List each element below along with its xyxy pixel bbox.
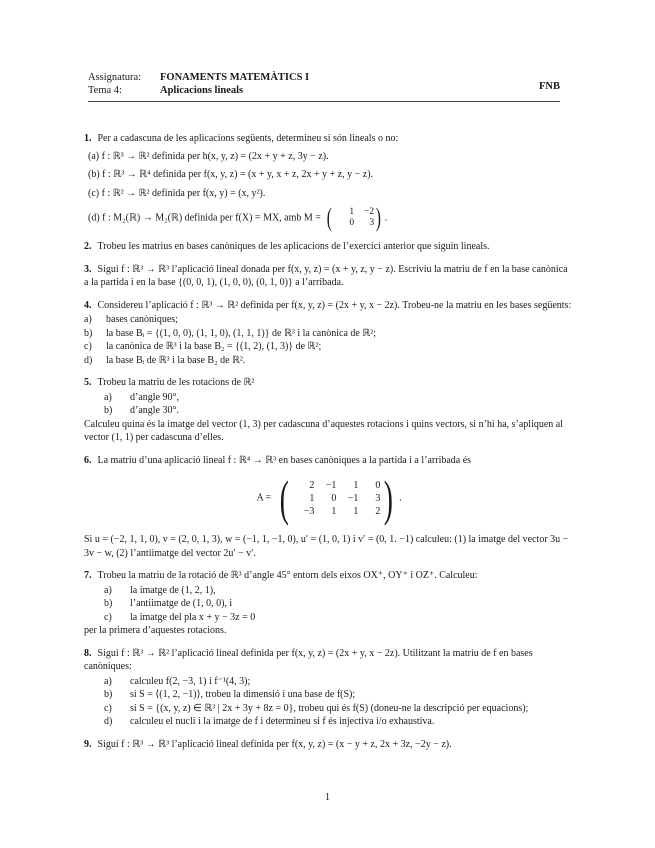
- matrix-cell: −1: [325, 479, 337, 491]
- matrix-a-row: [84, 470, 574, 526]
- exercise-list: [84, 132, 574, 760]
- item-d-end: .: [384, 212, 388, 224]
- list-item: c) la imatge del pla x + y − 3z = 0: [104, 611, 256, 623]
- matrix-cell: 3: [369, 218, 375, 228]
- exercise-text: Sigui f : ℝ³ → ℝ³ l’aplicació lineal definida per f(x, y, z) = (x − y + z, 2x + 3z, −2y − z).: [97, 738, 452, 750]
- page-number: 1: [325, 792, 330, 803]
- list-item: b) l’antiimatge de (1, 0, 0), i: [104, 598, 233, 609]
- exercise-followup: Si u = (−2, 1, 1, 0), v = (2, 0, 1, 3), w = (−1, 1, −1, 0), u′ = (1, 0, 1) i v′ = (0, 1. −1) calculeu: (1) la imatge del vector 3u − 3v − w, (2) l’antiimatge del vector 2u′ − v′.: [84, 534, 569, 559]
- matrix-cell: −1: [347, 492, 359, 504]
- list-item: a) calculeu f(2, −3, 1) i f⁻¹(4, 3);: [104, 675, 251, 687]
- exercise-number: 9.: [84, 738, 92, 750]
- exercise-followup: Calculeu quina és la imatge del vector (1, 3) per cadascuna d’aquestes rotacions i quins vectors, si n’hi ha, s’apliquen al vector (1, 1) per cadascuna d’elles.: [84, 418, 564, 443]
- matrix-cell: 1: [309, 492, 315, 504]
- exercise-text: Sigui f : ℝ³ → ℝ³ l’aplicació lineal donada per f(x, y, z) = (x + y, z, y − z). Escriviu la matriu de f en la base canònica a la partida i en la base {(0, 0, 1), (1, 0, 0), (0, 1, 0)} a l’arribada.: [84, 263, 568, 288]
- exercise-number: 5.: [84, 377, 92, 388]
- item-d-text: (d) f : M₂(ℝ) → M₂(ℝ) definida per f(X) = MX, amb M =: [88, 212, 321, 224]
- list-item: b) la base Bᵢ = {(1, 0, 0), (1, 1, 0), (1, 1, 1)} de ℝ³ i la canònica de ℝ²;: [84, 327, 377, 339]
- topic-name: Aplicacions lineals: [160, 85, 244, 96]
- list-item: b) si S = ⟨(1, 2, −1)⟩, trobeu la dimensió i una base de f(S);: [104, 689, 356, 700]
- exercise-text: Trobeu les matrius en bases canòniques de les aplicacions de l’exercici anterior que siguin lineals.: [97, 241, 490, 252]
- matrix-cell: 2: [309, 479, 315, 491]
- exercise-text: La matriu d’una aplicació lineal f : ℝ⁴ → ℝ³ en bases canòniques a la partida i a l’arribada és: [97, 454, 472, 466]
- matrix-cell: 1: [353, 479, 359, 491]
- matrix-cell: 3: [375, 492, 381, 504]
- exercise-7: [84, 569, 574, 638]
- matrix-cell: 1: [331, 505, 337, 517]
- exercise-2: [84, 240, 574, 254]
- list-item: d) calculeu el nucli i la imatge de f i determineu si f és injectiva i/o exhaustiva.: [104, 716, 435, 727]
- exercise-8: [84, 647, 574, 729]
- exercise-3: [84, 263, 574, 290]
- exercise-text: Trobeu la matriu de les rotacions de ℝ²: [97, 377, 255, 388]
- exercise-6: [84, 454, 574, 561]
- matrix-cell: 1: [353, 505, 359, 517]
- exercise-text: Per a cadascuna de les aplicacions següents, determineu si són lineals o no:: [97, 133, 399, 144]
- exercise-number: 4.: [84, 299, 92, 311]
- matrix-cell: −2: [364, 207, 375, 217]
- exercise-5: [84, 376, 574, 445]
- exercise-text: Sigui f : ℝ³ → ℝ² l’aplicació lineal definida per f(x, y, z) = (2x + y, x − 2z). Utilitzant la matriu de f en bases canòniques:: [84, 647, 533, 672]
- list-item: b) d’angle 30°.: [104, 405, 179, 416]
- list-item: c) la canònica de ℝ³ i la base B₂ = {(1, 2), (1, 3)} de ℝ²;: [84, 341, 322, 352]
- item-b: (b) f : ℝ³ → ℝ⁴ definida per f(x, y, z) = (x + y, x + z, 2x + y + z, y − z).: [88, 169, 374, 180]
- subject-label: Assignatura:: [88, 72, 142, 83]
- list-item: a) d’angle 90°,: [104, 391, 179, 403]
- exercise-number: 7.: [84, 570, 92, 581]
- header-rule: [88, 101, 560, 102]
- matrix-a-end: .: [399, 492, 402, 504]
- matrix-m: ( 1 −2 0 3 ): [327, 203, 382, 232]
- list-item: a) la imatge de (1, 2, 1),: [104, 584, 216, 596]
- exercise-number: 2.: [84, 241, 92, 252]
- item-d: [88, 205, 574, 231]
- exercise-number: 8.: [84, 647, 92, 659]
- exercise-9: [84, 738, 574, 752]
- topic-label: Tema 4:: [88, 85, 122, 96]
- matrix-cell: −3: [303, 505, 315, 517]
- list-item: a) bases canòniques;: [84, 314, 178, 325]
- exercise-followup: per la primera d’aquestes rotacions.: [84, 625, 227, 636]
- matrix-cell: 0: [349, 218, 355, 228]
- exercise-text: Trobeu la matriu de la rotació de ℝ³ d’angle 45° entorn dels eixos OX⁺, OY⁺ i OZ⁺. Calculeu:: [97, 570, 478, 581]
- matrix-cell: 0: [331, 492, 337, 504]
- exercise-text: Considereu l’aplicació f : ℝ³ → ℝ² definida per f(x, y, z) = (2x + y, x − 2z). Trobeu-ne la matriu en les bases següents:: [97, 299, 572, 311]
- matrix-cell: 1: [349, 207, 355, 217]
- school-label: FNB: [539, 81, 560, 92]
- exercise-4: [84, 299, 574, 368]
- matrix-a-label: A =: [256, 492, 272, 504]
- exercise-number: 6.: [84, 454, 92, 466]
- matrix-cell: 2: [375, 505, 381, 517]
- item-a: (a) f : ℝ³ → ℝ² definida per h(x, y, z) = (2x + y + z, 3y − z).: [88, 150, 329, 162]
- matrix-cell: 0: [375, 479, 381, 491]
- item-c: (c) f : ℝ² → ℝ² definida per f(x, y) = (x, y²).: [88, 187, 266, 199]
- exercise-1: [84, 132, 574, 231]
- exercise-number: 1.: [84, 133, 92, 144]
- subject-name: FONAMENTS MATEMÀTICS I: [160, 72, 310, 83]
- list-item: c) si S = {(x, y, z) ∈ ℝ³ | 2x + 3y + 8z = 0}, trobeu qui és f(S) (doneu-ne la descripció per equacions);: [104, 702, 529, 714]
- matrix-a: ( 2 −1 1 0 1 0 −1 3 −3 1 1 2 ): [279, 470, 394, 526]
- list-item: d) la base Bᵢ de ℝ³ i la base B₂ de ℝ².: [84, 354, 246, 366]
- exercise-number: 3.: [84, 263, 92, 275]
